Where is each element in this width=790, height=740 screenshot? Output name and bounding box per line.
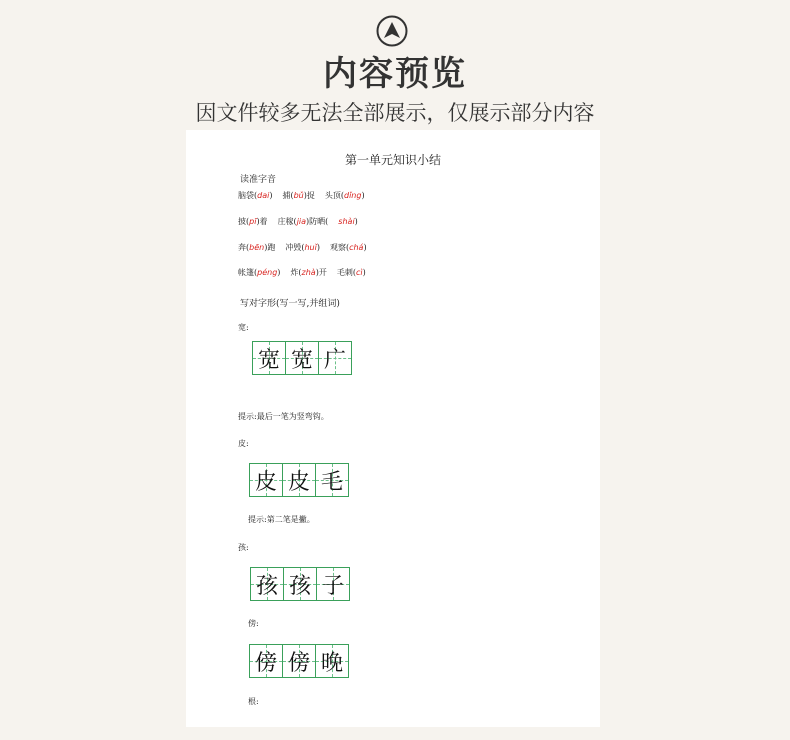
document-title: 第一单元知识小结 — [344, 153, 441, 167]
pinyin-text: huǐ — [304, 243, 317, 252]
hanzi-text: ) — [354, 217, 358, 226]
grid-cell — [249, 463, 283, 497]
writing-grid — [249, 644, 349, 678]
grid-cell — [285, 341, 319, 375]
hanzi-text: 帐篷( — [238, 268, 258, 277]
grid-char: 孩 — [288, 573, 311, 599]
grid-cell — [315, 463, 349, 497]
pinyin-item — [330, 242, 367, 253]
grid-cell — [316, 567, 350, 601]
hanzi-text: 毛刺( — [336, 268, 356, 277]
pinyin-text: bǔ — [293, 191, 304, 200]
hanzi-text: ) — [363, 243, 367, 252]
section-pronunciation-label: 读准字音 — [240, 175, 277, 185]
pinyin-text: dai — [257, 191, 270, 200]
pinyin-row — [238, 190, 375, 201]
grid-char: 广 — [323, 347, 346, 373]
group-label: 宽: — [238, 323, 249, 332]
grid-char: 宽 — [257, 347, 280, 373]
pinyin-item — [238, 216, 268, 227]
pinyin-text: péng — [257, 268, 278, 277]
hanzi-text: ) — [277, 268, 281, 277]
pinyin-item — [285, 242, 320, 253]
pinyin-item — [282, 190, 314, 201]
pinyin-item — [290, 267, 326, 278]
pinyin-text: jia — [296, 217, 307, 226]
up-arrow-circle-icon — [376, 15, 408, 47]
grid-cell — [282, 644, 316, 678]
hanzi-text: ) — [361, 191, 365, 200]
hanzi-text: 炸( — [290, 268, 302, 277]
grid-cell — [318, 341, 352, 375]
pinyin-item — [278, 216, 329, 227]
hanzi-text: 奔( — [238, 243, 250, 252]
pinyin-item — [325, 190, 365, 201]
hanzi-text: 观察( — [329, 243, 350, 252]
pinyin-text: cì — [355, 268, 363, 277]
group-hint: 提示:第二笔是撇。 — [248, 515, 315, 524]
grid-char: 子 — [321, 573, 344, 599]
hanzi-text: 头顶( — [324, 191, 344, 200]
group-hint: 提示:最后一笔为竖弯钩。 — [238, 412, 329, 421]
section-writing-label: 写对字形(写一写,并组词) — [240, 299, 340, 309]
grid-char: 皮 — [254, 469, 277, 495]
grid-cell — [250, 567, 284, 601]
writing-grid — [252, 341, 352, 375]
hanzi-text: )开 — [315, 268, 327, 277]
pinyin-item — [238, 267, 280, 278]
pinyin-item — [337, 267, 366, 278]
grid-cell — [315, 644, 349, 678]
hanzi-text: 庄稼( — [277, 217, 297, 226]
pinyin-text: shài — [338, 217, 355, 226]
pinyin-row — [238, 267, 376, 278]
pinyin-text: chá — [349, 243, 364, 252]
hanzi-text: 冲毁( — [285, 243, 305, 252]
grid-cell — [249, 644, 283, 678]
document-preview — [186, 130, 600, 727]
hanzi-text: )跑 — [264, 243, 276, 252]
grid-char: 毛 — [320, 469, 343, 495]
hanzi-text: 捕( — [282, 191, 294, 200]
grid-cell — [282, 463, 316, 497]
grid-char: 晚 — [320, 650, 343, 676]
pinyin-row — [238, 242, 377, 253]
hanzi-text: )捉 — [303, 191, 315, 200]
group-label: 傍: — [248, 619, 259, 628]
grid-char: 傍 — [287, 650, 310, 676]
page-title: 内容预览 — [323, 54, 467, 94]
hanzi-text: ) — [269, 191, 273, 200]
hanzi-text: ) — [362, 268, 366, 277]
grid-char: 皮 — [287, 469, 310, 495]
hanzi-text: )防晒( — [306, 217, 329, 226]
writing-grid — [249, 463, 349, 497]
pinyin-item — [338, 217, 358, 226]
trailing-label: 根: — [248, 697, 259, 706]
group-label: 孩: — [238, 543, 249, 552]
hanzi-text: )着 — [256, 217, 268, 226]
pinyin-text: zhà — [301, 268, 316, 277]
pinyin-text: bēn — [249, 243, 265, 252]
grid-cell — [283, 567, 317, 601]
grid-cell — [252, 341, 286, 375]
grid-char: 宽 — [290, 347, 313, 373]
pinyin-item — [238, 190, 272, 201]
pinyin-text: dǐng — [343, 191, 362, 200]
grid-char: 傍 — [254, 650, 277, 676]
pinyin-item — [238, 242, 275, 253]
pinyin-row — [238, 216, 368, 227]
group-label: 皮: — [238, 439, 249, 448]
grid-char: 孩 — [255, 573, 278, 599]
hanzi-text: ) — [316, 243, 320, 252]
pinyin-text: pī — [249, 217, 257, 226]
hanzi-text: 脑袋( — [238, 191, 258, 200]
writing-grid — [250, 567, 350, 601]
hanzi-text: 披( — [238, 217, 250, 226]
page-subtitle: 因文件较多无法全部展示，仅展示部分内容 — [195, 101, 595, 125]
